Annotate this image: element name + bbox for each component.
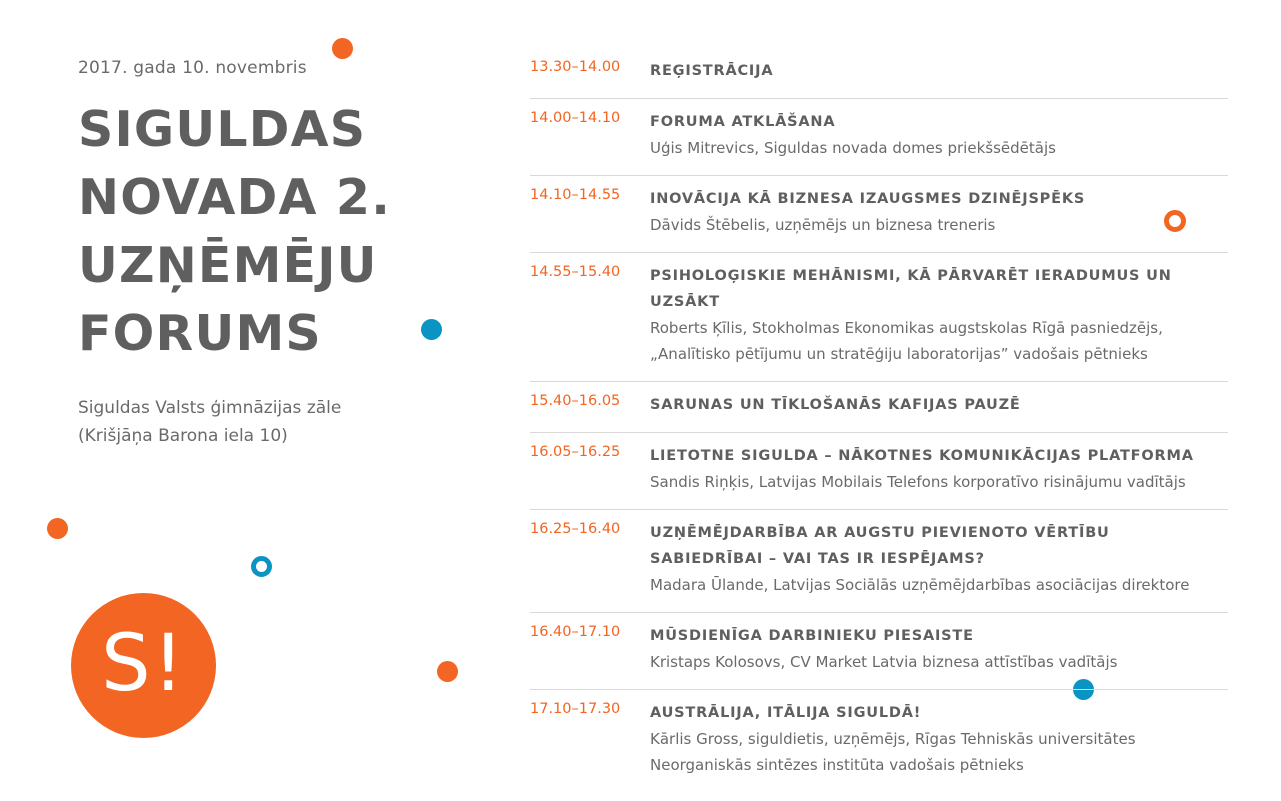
agenda-title: INOVĀCIJA KĀ BIZNESA IZAUGSMES DZINĒJSPĒKS — [650, 191, 1086, 207]
agenda-time: 16.05–16.25 — [530, 444, 621, 460]
decor-dot-blue — [421, 319, 442, 340]
venue-line: (Krišjāņa Barona iela 10) — [78, 426, 288, 446]
agenda-speaker: Sandis Riņķis, Latvijas Mobilais Telefons korporatīvo risinājumu vadītājs — [650, 473, 1186, 491]
agenda-item — [530, 613, 1228, 690]
sigulda-logo — [71, 593, 216, 738]
agenda-time: 16.25–16.40 — [530, 521, 621, 537]
agenda-title: LIETOTNE SIGULDA – NĀKOTNES KOMUNIKĀCIJAS PLATFORMA — [650, 448, 1194, 464]
agenda-item — [530, 382, 1228, 433]
agenda-time: 14.55–15.40 — [530, 264, 621, 280]
decor-ring-blue — [251, 556, 272, 577]
agenda-item — [530, 433, 1228, 510]
agenda-title: MŪSDIENĪGA DARBINIEKU PIESAISTE — [650, 628, 974, 644]
agenda-item — [530, 510, 1228, 613]
event-title-line: UZŅĒMĒJU — [78, 237, 378, 294]
event-date: 2017. gada 10. novembris — [78, 58, 307, 78]
event-title-line: FORUMS — [78, 305, 322, 362]
agenda-item — [530, 253, 1228, 382]
agenda-title: SARUNAS UN TĪKLOŠANĀS KAFIJAS PAUZĒ — [650, 397, 1021, 413]
agenda-title: PSIHOLOĢISKIE MEHĀNISMI, KĀ PĀRVARĒT IERADUMUS UN UZSĀKT — [650, 268, 1172, 310]
logo-text: S! — [101, 618, 186, 709]
event-title-line: SIGULDAS — [78, 101, 367, 158]
venue-line: Siguldas Valsts ģimnāzijas zāle — [78, 398, 342, 418]
agenda-list — [530, 48, 1228, 792]
agenda-item — [530, 99, 1228, 176]
agenda-item — [530, 176, 1228, 253]
agenda-time: 16.40–17.10 — [530, 624, 621, 640]
agenda-speaker: Uģis Mitrevics, Siguldas novada domes priekšsēdētājs — [650, 139, 1056, 157]
agenda-speaker: Kristaps Kolosovs, CV Market Latvia biznesa attīstības vadītājs — [650, 653, 1118, 671]
event-venue — [78, 394, 438, 450]
event-title-line: NOVADA 2. — [78, 169, 392, 226]
decor-dot-orange — [47, 518, 68, 539]
agenda-time: 17.10–17.30 — [530, 701, 621, 717]
agenda-title: UZŅĒMĒJDARBĪBA AR AUGSTU PIEVIENOTO VĒRTĪBU SABIEDRĪBAI – VAI TAS IR IESPĒJAMS? — [650, 525, 1110, 567]
agenda-speaker: Madara Ūlande, Latvijas Sociālās uzņēmējdarbības asociācijas direktore — [650, 576, 1190, 594]
agenda-title: FORUMA ATKLĀŠANA — [650, 114, 836, 130]
agenda-time: 15.40–16.05 — [530, 393, 621, 409]
agenda-time: 13.30–14.00 — [530, 59, 621, 75]
agenda-title: REĢISTRĀCIJA — [650, 63, 774, 79]
agenda-item — [530, 690, 1228, 792]
decor-dot-orange — [332, 38, 353, 59]
agenda-item — [530, 48, 1228, 99]
agenda-speaker: Roberts Ķīlis, Stokholmas Ekonomikas augstskolas Rīgā pasniedzējs, „Analītisko pētījumu un stratēģiju laboratorijas” vadošais pētnieks — [650, 319, 1163, 363]
agenda-speaker: Dāvids Štēbelis, uzņēmējs un biznesa treneris — [650, 216, 996, 234]
agenda-time: 14.00–14.10 — [530, 110, 621, 126]
event-header — [78, 58, 438, 450]
event-title — [78, 96, 438, 368]
agenda-time: 14.10–14.55 — [530, 187, 621, 203]
agenda-title: AUSTRĀLIJA, ITĀLIJA SIGULDĀ! — [650, 705, 922, 721]
decor-dot-orange — [437, 661, 458, 682]
agenda-speaker: Kārlis Gross, siguldietis, uzņēmējs, Rīgas Tehniskās universitātes Neorganiskās sintēzes institūta vadošais pētnieks — [650, 730, 1136, 774]
